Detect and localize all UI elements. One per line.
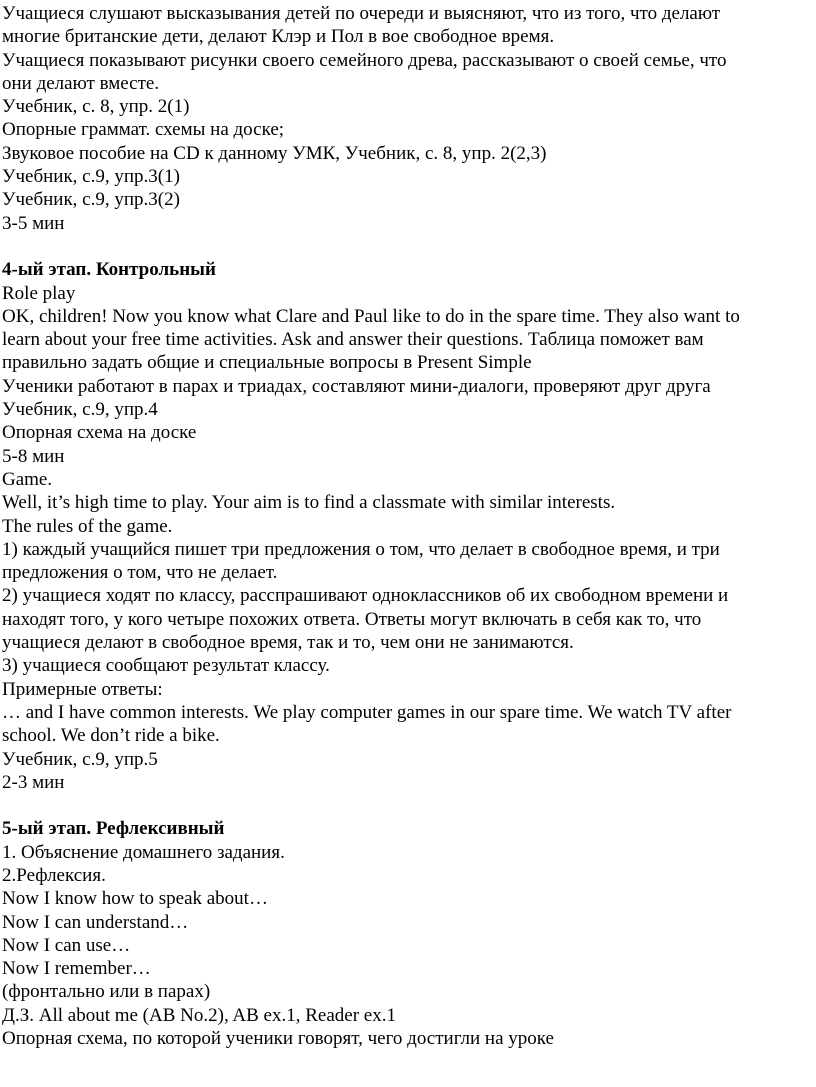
- text-line: Role play: [2, 282, 76, 304]
- text-line: Учебник, с.9, упр.3(1): [2, 166, 180, 188]
- text-line: 1. Объяснение домашнего задания.: [2, 841, 285, 863]
- text-line: Примерные ответы:: [2, 678, 163, 700]
- text-line: Учебник, с.9, упр.4: [2, 399, 158, 421]
- text-line: The rules of the game.: [2, 515, 173, 537]
- text-line: Now I remember…: [2, 958, 151, 980]
- text-line: 2-3 мин: [2, 771, 65, 793]
- text-line: 1) каждый учащийся пишет три предложения о том, что делает в свободное время, и три: [2, 538, 720, 560]
- text-line: 3-5 мин: [2, 212, 65, 234]
- section-3-tail: [2, 2, 816, 235]
- text-line: Опорные граммат. схемы на доске;: [2, 119, 285, 141]
- text-line: 3) учащиеся сообщают результат классу.: [2, 655, 330, 677]
- text-line: предложения о том, что не делает.: [2, 562, 278, 584]
- text-line: они делают вместе.: [2, 72, 160, 94]
- text-line: Учебник, с.9, упр.5: [2, 748, 158, 770]
- text-line: Опорная схема, по которой ученики говорят, чего достигли на уроке: [2, 1028, 554, 1050]
- section-4: [2, 258, 816, 794]
- section-5: [2, 817, 816, 1050]
- blank-line: [2, 794, 816, 817]
- text-line: (фронтально или в парах): [2, 981, 211, 1003]
- text-line: Game.: [2, 468, 53, 490]
- text-line: Учащиеся слушают высказывания детей по очереди и выясняют, что из того, что делают: [2, 3, 721, 24]
- blank-line: [2, 235, 816, 258]
- text-line: Учебник, с.9, упр.3(2): [2, 189, 180, 211]
- text-line: Опорная схема на доске: [2, 422, 197, 444]
- text-line: Учащиеся показывают рисунки своего семейного древа, рассказывают о своей семье, что: [2, 49, 727, 71]
- text-line: Ученики работают в парах и триадах, составляют мини-диалоги, проверяют друг друга: [2, 375, 711, 397]
- text-line: правильно задать общие и специальные вопросы в Present Simple: [2, 352, 532, 374]
- section-heading: 4-ый этап. Контрольный: [2, 259, 216, 281]
- text-line: Д.З. All about me (AB No.2), AB ex.1, Reader ex.1: [2, 1004, 396, 1026]
- text-line: 2.Рефлексия.: [2, 864, 106, 886]
- text-line: learn about your free time activities. Ask and answer their questions. Таблица поможет вам: [2, 329, 704, 351]
- text-line: 5-8 мин: [2, 445, 65, 467]
- text-line: многие британские дети, делают Клэр и Пол в вое свободное время.: [2, 26, 555, 48]
- text-line: school. We don’t ride a bike.: [2, 725, 220, 747]
- section-heading: 5-ый этап. Рефлексивный: [2, 818, 225, 840]
- text-line: 2) учащиеся ходят по классу, расспрашивают одноклассников об их свободном времени и: [2, 585, 729, 607]
- text-line: Now I can use…: [2, 934, 131, 956]
- text-line: Now I know how to speak about…: [2, 888, 268, 910]
- text-line: Now I can understand…: [2, 911, 189, 933]
- text-line: находят того, у кого четыре похожих ответа. Ответы могут включать в себя как то, что: [2, 608, 702, 630]
- text-line: Well, it’s high time to play. Your aim is to find a classmate with similar interests.: [2, 492, 616, 514]
- text-line: учащиеся делают в свободное время, так и то, чем они не занимаются.: [2, 632, 574, 654]
- text-line: … and I have common interests. We play computer games in our spare time. We watch TV after: [2, 701, 732, 723]
- text-line: OK, children! Now you know what Clare and Paul like to do in the spare time. They also want to: [2, 305, 740, 327]
- text-line: Учебник, с. 8, упр. 2(1): [2, 96, 190, 118]
- text-line: Звуковое пособие на CD к данному УМК, Учебник, с. 8, упр. 2(2,3): [2, 142, 547, 164]
